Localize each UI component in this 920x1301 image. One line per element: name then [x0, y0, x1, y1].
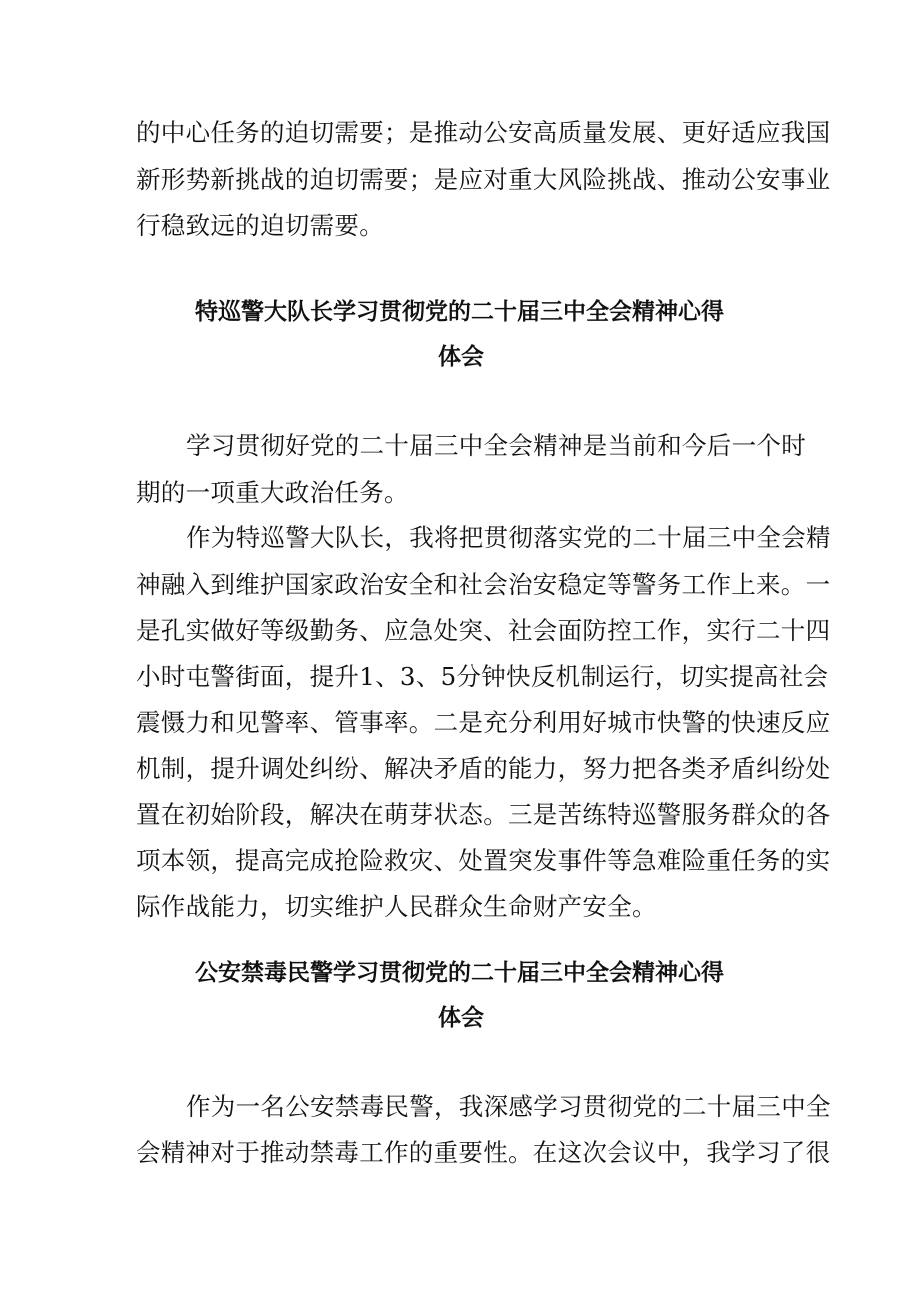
body-text-line: 项本领，提高完成抢险救灾、处置突发事件等急难险重任务的实 [136, 846, 831, 875]
body-text-line: 新形势新挑战的迫切需要；是应对重大风险挑战、推动公安事业 [136, 165, 831, 194]
body-text-line: 小时屯警街面，提升1、3、5分钟快反机制运行，切实提高社会 [136, 662, 829, 691]
body-text-line: 作为一名公安禁毒民警，我深感学习贯彻党的二十届三中全 [186, 1092, 831, 1121]
section-title: 体会 [438, 1005, 484, 1031]
body-text-line: 是孔实做好等级勤务、应急处突、社会面防控工作，实行二十四 [136, 616, 831, 645]
body-text-line: 机制，提升调处纠纷、解决矛盾的能力，努力把各类矛盾纠纷处 [136, 754, 831, 783]
body-text-line: 震慑力和见警率、管事率。二是充分利用好城市快警的快速反应 [136, 708, 831, 737]
section-title: 体会 [438, 344, 484, 370]
body-text-line: 际作战能力，切实维护人民群众生命财产安全。 [136, 892, 657, 921]
body-text-line: 会精神对于推动禁毒工作的重要性。在这次会议中，我学习了很 [136, 1138, 831, 1167]
body-text-line: 行稳致远的迫切需要。 [136, 211, 384, 240]
section-title: 特巡警大队长学习贯彻党的二十届三中全会精神心得 [195, 299, 724, 325]
section-title: 公安禁毒民警学习贯彻党的二十届三中全会精神心得 [195, 960, 724, 986]
body-text-line: 的中心任务的迫切需要；是推动公安高质量发展、更好适应我国 [136, 118, 831, 147]
body-text-line: 期的一项重大政治任务。 [136, 478, 409, 507]
body-text-line: 学习贯彻好党的二十届三中全会精神是当前和今后一个时 [186, 431, 806, 460]
body-text-line: 置在初始阶段，解决在萌芽状态。三是苦练特巡警服务群众的各 [136, 800, 831, 829]
body-text-line: 作为特巡警大队长，我将把贯彻落实党的二十届三中全会精 [186, 523, 831, 552]
body-text-line: 神融入到维护国家政治安全和社会治安稳定等警务工作上来。一 [136, 570, 831, 599]
